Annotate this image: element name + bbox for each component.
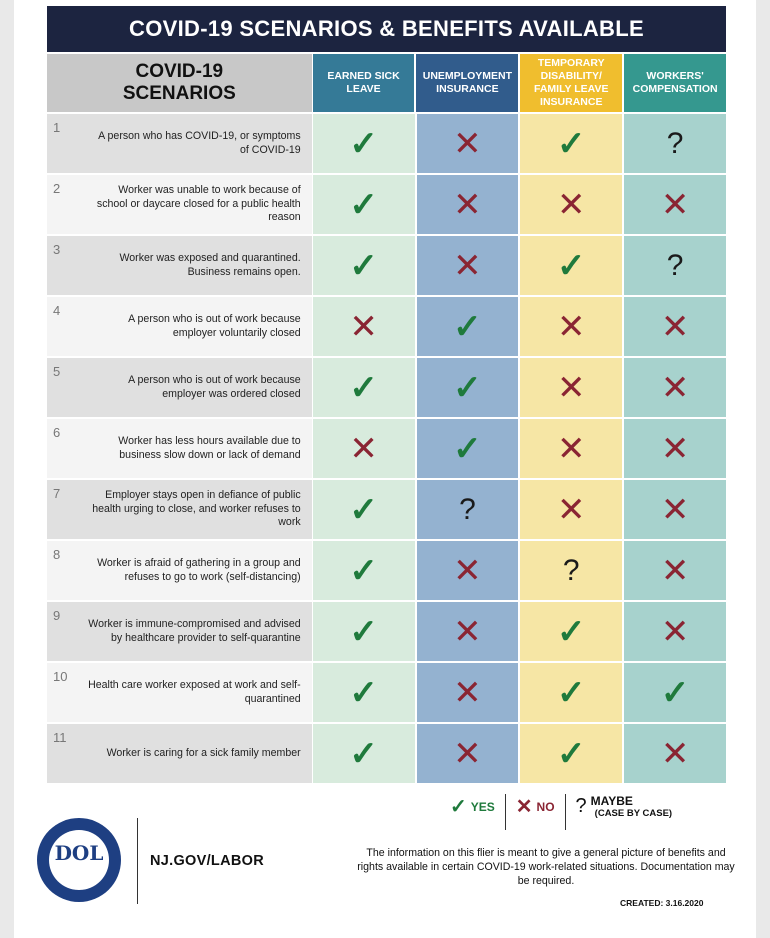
legend-yes-label: YES (470, 799, 495, 814)
dol-seal-logo (37, 818, 121, 902)
question-mark-icon: ? (666, 248, 684, 282)
scenario-text: Worker was exposed and quarantined. Business remains open. (119, 251, 301, 278)
cross-icon: ✕ (557, 185, 586, 224)
benefit-cell (520, 114, 622, 173)
benefit-cell (313, 236, 415, 295)
scenario-cell (47, 602, 312, 661)
benefit-cell (624, 358, 726, 417)
cross-icon: ✕ (557, 368, 586, 407)
benefit-cell (624, 724, 726, 783)
benefit-cell (520, 541, 622, 600)
cross-icon: ✕ (453, 734, 482, 773)
legend-maybe-label: MAYBE (590, 794, 633, 808)
scenario-cell (47, 175, 312, 234)
cross-icon: ✕ (557, 307, 586, 346)
benefit-cell (417, 358, 519, 417)
table-row (47, 724, 726, 783)
benefit-cell (417, 236, 519, 295)
benefit-cell (313, 541, 415, 600)
benefits-table (47, 54, 726, 783)
benefit-cell (313, 358, 415, 417)
benefit-cell (624, 236, 726, 295)
scenario-cell (47, 358, 312, 417)
table-header (47, 54, 726, 112)
checkmark-icon: ✓ (557, 734, 586, 773)
cross-icon: ✕ (453, 612, 482, 651)
benefit-cell (417, 663, 519, 722)
benefit-cell (417, 724, 519, 783)
scenario-number: 1 (53, 120, 61, 135)
scenario-text: Employer stays open in defiance of public health urging to close, and worker refuses to work (92, 488, 301, 529)
cross-icon: ✕ (660, 551, 690, 590)
benefit-cell (520, 297, 622, 356)
footer-divider (137, 818, 138, 904)
table-row (47, 663, 726, 722)
checkmark-icon: ✓ (349, 673, 378, 712)
column-header-temporary-disability: TEMPORARY DISABILITY/ FAMILY LEAVE INSURANCE (520, 54, 622, 112)
benefit-cell (624, 114, 726, 173)
checkmark-icon: ✓ (557, 673, 586, 712)
cross-icon: ✕ (660, 490, 690, 529)
cross-icon: ✕ (453, 673, 482, 712)
checkmark-icon: ✓ (450, 796, 467, 818)
question-mark-icon: ? (459, 492, 476, 526)
cross-icon: ✕ (660, 185, 690, 224)
cross-icon: ✕ (349, 307, 378, 346)
checkmark-icon: ✓ (349, 368, 378, 407)
benefit-cell (313, 297, 415, 356)
checkmark-icon: ✓ (349, 124, 378, 163)
checkmark-icon: ✓ (349, 734, 378, 773)
benefit-cell (313, 724, 415, 783)
cross-icon: ✕ (660, 612, 690, 651)
benefit-cell (417, 175, 519, 234)
scenario-cell (47, 114, 312, 173)
scenario-text: Worker has less hours available due to business slow down or lack of demand (118, 434, 301, 461)
scenario-cell (47, 541, 312, 600)
legend-no-label: NO (536, 799, 555, 814)
page-title: COVID-19 SCENARIOS & BENEFITS AVAILABLE (47, 6, 726, 52)
table-row (47, 358, 726, 417)
benefit-cell (520, 724, 622, 783)
scenario-cell (47, 724, 312, 783)
scenario-text: A person who is out of work because employer voluntarily closed (128, 312, 301, 339)
checkmark-icon: ✓ (660, 673, 690, 712)
table-row (47, 602, 726, 661)
scenario-text: Worker is caring for a sick family member (106, 746, 301, 759)
benefit-cell (624, 419, 726, 478)
scenario-number: 8 (53, 547, 61, 562)
column-header-earned-sick-leave: EARNED SICK LEAVE (313, 54, 415, 112)
benefit-cell (624, 541, 726, 600)
benefit-cell (417, 541, 519, 600)
scenario-cell (47, 419, 312, 478)
scenario-cell (47, 297, 312, 356)
table-row (47, 419, 726, 478)
disclaimer-text: The information on this flier is meant to give a general picture of benefits and rights available in certain COVID-19 work-related situations. Documentation may be required. (357, 847, 735, 887)
benefit-cell (520, 419, 622, 478)
scenarios-header-line1: COVID-19 (135, 61, 224, 83)
benefit-cell (417, 602, 519, 661)
benefit-cell (520, 480, 622, 539)
benefit-cell (624, 480, 726, 539)
checkmark-icon: ✓ (557, 124, 586, 163)
benefit-cell (624, 602, 726, 661)
checkmark-icon: ✓ (557, 246, 586, 285)
checkmark-icon: ✓ (453, 307, 482, 346)
scenario-number: 2 (53, 181, 61, 196)
legend-yes (440, 794, 505, 819)
checkmark-icon: ✓ (557, 612, 586, 651)
cross-icon: ✕ (660, 734, 690, 773)
scenario-text: Worker was unable to work because of school or daycare closed for a public health reason (96, 183, 301, 224)
scenario-number: 10 (53, 669, 68, 684)
question-mark-icon: ? (562, 553, 580, 587)
scenario-text: Worker is immune-compromised and advised by healthcare provider to self-quarantine (88, 617, 301, 644)
benefit-cell (313, 602, 415, 661)
benefit-cell (624, 663, 726, 722)
scenario-cell (47, 480, 312, 539)
benefit-cell (520, 175, 622, 234)
benefit-cell (520, 602, 622, 661)
cross-icon: ✕ (349, 429, 378, 468)
scenario-cell (47, 236, 312, 295)
checkmark-icon: ✓ (453, 368, 482, 407)
checkmark-icon: ✓ (453, 429, 482, 468)
scenario-text: A person who is out of work because employer was ordered closed (128, 373, 301, 400)
scenario-text: Worker is afraid of gathering in a group and refuses to go to work (self-distancing) (97, 556, 301, 583)
table-row (47, 480, 726, 539)
scenario-number: 7 (53, 486, 61, 501)
cross-icon: ✕ (453, 551, 482, 590)
legend-maybe-sublabel: (CASE BY CASE) (594, 808, 673, 819)
scenario-cell (47, 663, 312, 722)
legend (440, 794, 682, 830)
benefit-cell (624, 175, 726, 234)
scenario-number: 4 (53, 303, 61, 318)
column-header-unemployment-insurance: UNEMPLOYMENT INSURANCE (416, 54, 518, 112)
cross-icon: ✕ (515, 796, 533, 818)
benefit-cell (624, 297, 726, 356)
cross-icon: ✕ (453, 246, 482, 285)
table-row (47, 236, 726, 295)
benefit-cell (313, 663, 415, 722)
table-row (47, 114, 726, 173)
checkmark-icon: ✓ (349, 490, 378, 529)
table-row (47, 297, 726, 356)
website-link[interactable]: NJ.GOV/LABOR (150, 853, 264, 869)
legend-maybe (566, 794, 683, 819)
cross-icon: ✕ (660, 429, 690, 468)
benefit-cell (520, 663, 622, 722)
scenario-number: 6 (53, 425, 61, 440)
cross-icon: ✕ (660, 368, 690, 407)
legend-no (506, 794, 565, 819)
scenario-number: 11 (53, 730, 67, 745)
checkmark-icon: ✓ (349, 246, 378, 285)
checkmark-icon: ✓ (349, 551, 378, 590)
scenario-number: 5 (53, 364, 61, 379)
question-mark-icon: ? (666, 126, 684, 160)
benefit-cell (520, 236, 622, 295)
benefit-cell (313, 175, 415, 234)
checkmark-icon: ✓ (349, 612, 378, 651)
benefit-cell (313, 480, 415, 539)
seal-text: DOL (54, 841, 104, 865)
scenario-number: 3 (53, 242, 61, 257)
checkmark-icon: ✓ (349, 185, 378, 224)
cross-icon: ✕ (453, 185, 482, 224)
scenario-text: A person who has COVID-19, or symptoms of COVID-19 (98, 129, 301, 156)
question-mark-icon: ? (575, 795, 587, 817)
column-header-workers-compensation: WORKERS' COMPENSATION (624, 54, 726, 112)
benefit-cell (313, 419, 415, 478)
benefit-cell (417, 419, 519, 478)
cross-icon: ✕ (660, 307, 690, 346)
benefit-cell (417, 297, 519, 356)
cross-icon: ✕ (453, 124, 482, 163)
benefit-cell (417, 114, 519, 173)
benefit-cell (520, 358, 622, 417)
cross-icon: ✕ (557, 429, 586, 468)
table-row (47, 541, 726, 600)
scenarios-header-line2: SCENARIOS (122, 83, 236, 104)
table-body (47, 114, 726, 783)
scenario-text: Health care worker exposed at work and self-quarantined (88, 678, 301, 705)
scenario-number: 9 (53, 608, 61, 623)
created-date: CREATED: 3.16.2020 (620, 898, 704, 908)
cross-icon: ✕ (557, 490, 586, 529)
scenarios-header (47, 54, 312, 112)
table-row (47, 175, 726, 234)
benefit-cell (417, 480, 519, 539)
benefit-cell (313, 114, 415, 173)
